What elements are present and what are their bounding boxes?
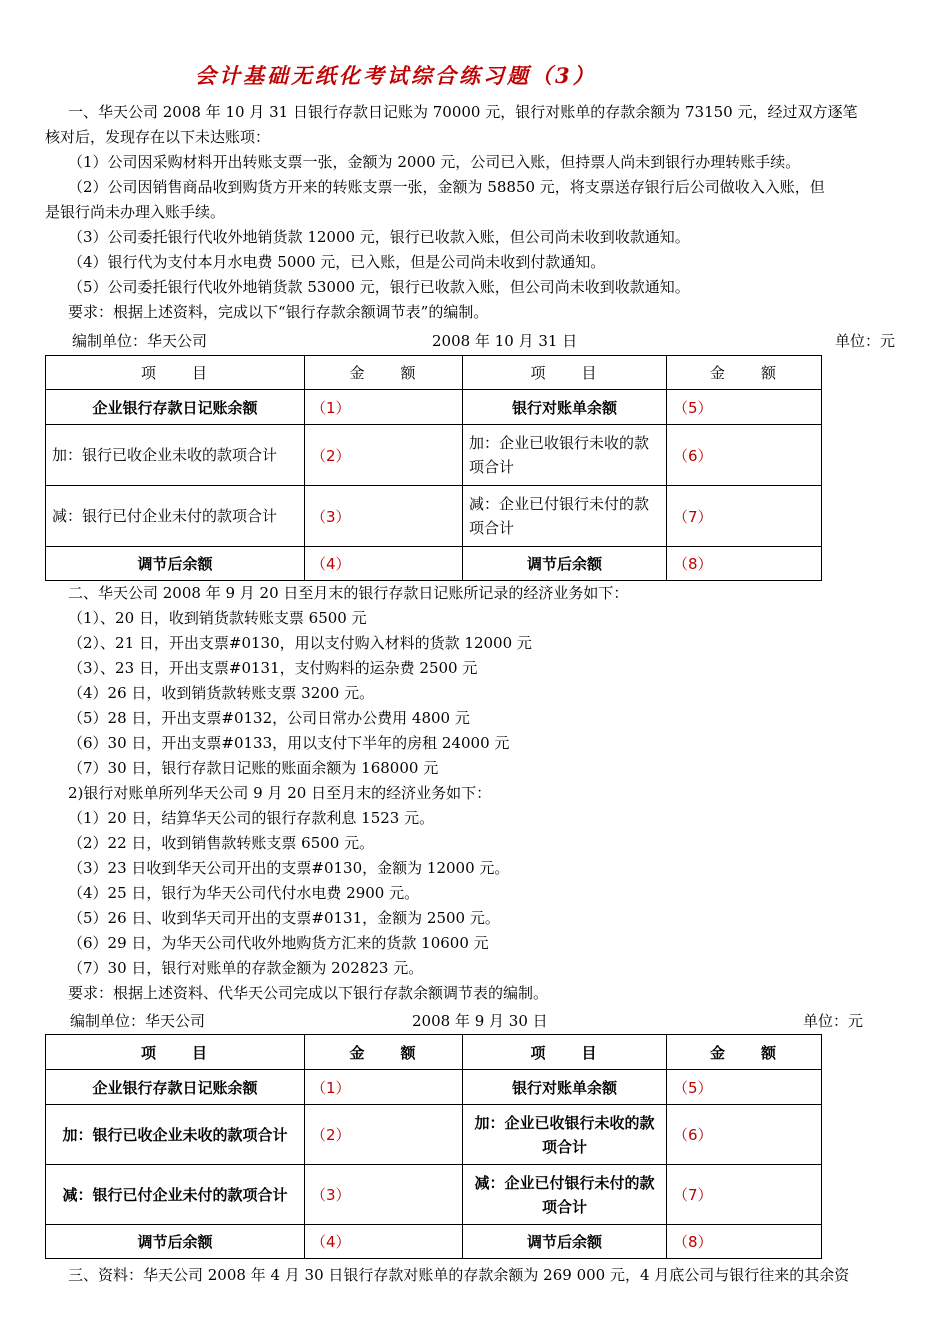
q2-line: （3）23 日收到华天公司开出的支票#0130，金额为 12000 元。: [68, 859, 510, 877]
amount-cell[interactable]: （3）: [305, 1165, 463, 1225]
row-label: 减：银行已付企业未付的款项合计: [46, 1165, 305, 1225]
row-label: 加：企业已收银行未收的款项合计: [463, 1105, 667, 1165]
reconciliation-table-1: [45, 355, 822, 581]
header-item: 项 目: [463, 1035, 667, 1070]
table-row: [46, 1225, 822, 1259]
amount-cell[interactable]: （6）: [667, 1105, 822, 1165]
table-row: [46, 547, 822, 581]
amount-cell[interactable]: （6）: [667, 425, 822, 486]
table-row: [46, 390, 822, 425]
table-date: 2008 年 10 月 31 日: [432, 332, 578, 350]
row-label: 调节后余额: [463, 1225, 667, 1259]
header-item: 项 目: [463, 356, 667, 390]
q2-line: （1）20 日，结算华天公司的银行存款利息 1523 元。: [68, 809, 435, 827]
row-label: 调节后余额: [46, 1225, 305, 1259]
q3-line: 三、资料：华天公司 2008 年 4 月 30 日银行存款对账单的存款余额为 269 000 元，4 月底公司与银行往来的其余资: [68, 1266, 850, 1284]
header-item: 项 目: [46, 1035, 305, 1070]
table-row: [46, 1165, 822, 1225]
table-row: [46, 1070, 822, 1105]
q1-line: （1）公司因采购材料开出转账支票一张，金额为 2000 元，公司已入账，但持票人尚未到银行办理转账手续。: [68, 153, 801, 171]
currency-unit: 单位：元: [803, 1012, 864, 1030]
header-amount: 金 额: [305, 1035, 463, 1070]
amount-cell[interactable]: （7）: [667, 1165, 822, 1225]
currency-unit: 单位：元: [835, 332, 896, 350]
q2-line: （6）30 日，开出支票#0133，用以支付下半年的房租 24000 元: [68, 734, 510, 752]
q2-line: （5）26 日、收到华天司开出的支票#0131，金额为 2500 元。: [68, 909, 500, 927]
q2-line: （5）28 日，开出支票#0132，公司日常办公费用 4800 元: [68, 709, 470, 727]
row-label: 减：企业已付银行未付的款项合计: [463, 1165, 667, 1225]
amount-cell[interactable]: （1）: [305, 1070, 463, 1105]
table-date: 2008 年 9 月 30 日: [412, 1012, 548, 1030]
row-label: 加：银行已收企业未收的款项合计: [46, 1105, 305, 1165]
q2-line: （4）25 日，银行为华天公司代付水电费 2900 元。: [68, 884, 420, 902]
header-amount: 金 额: [305, 356, 463, 390]
table-header-row: [46, 356, 822, 390]
row-label: 加：企业已收银行未收的款项合计: [463, 425, 667, 486]
amount-cell[interactable]: （1）: [305, 390, 463, 425]
q2-line: （7）30 日，银行对账单的存款金额为 202823 元。: [68, 959, 424, 977]
amount-cell[interactable]: （5）: [667, 1070, 822, 1105]
q2-line: （3）、23 日，开出支票#0131，支付购料的运杂费 2500 元: [68, 659, 478, 677]
table-row: [46, 425, 822, 486]
header-amount: 金 额: [667, 1035, 822, 1070]
row-label: 调节后余额: [463, 547, 667, 581]
amount-cell[interactable]: （4）: [305, 1225, 463, 1259]
q1-line: 是银行尚未办理入账手续。: [45, 203, 226, 221]
q2-requirement: 要求：根据上述资料、代华天公司完成以下银行存款余额调节表的编制。: [68, 984, 549, 1002]
row-label: 企业银行存款日记账余额: [46, 1070, 305, 1105]
q2-line: 2)银行对账单所列华天公司 9 月 20 日至月末的经济业务如下：: [68, 784, 492, 802]
amount-cell[interactable]: （7）: [667, 486, 822, 547]
q1-line: （5）公司委托银行代收外地销货款 53000 元，银行已收款入账，但公司尚未收到收款通知。: [68, 278, 690, 296]
header-item: 项 目: [46, 356, 305, 390]
q2-line: （6）29 日，为华天公司代收外地购货方汇来的货款 10600 元: [68, 934, 489, 952]
q2-line: （7）30 日，银行存款日记账的账面余额为 168000 元: [68, 759, 439, 777]
q1-line: （2）公司因销售商品收到购货方开来的转账支票一张，金额为 58850 元，将支票送存银行后公司做收入入账，但: [68, 178, 825, 196]
amount-cell[interactable]: （3）: [305, 486, 463, 547]
q1-requirement: 要求：根据上述资料，完成以下“银行存款余额调节表”的编制。: [68, 303, 489, 321]
row-label: 减：企业已付银行未付的款项合计: [463, 486, 667, 547]
row-label: 银行对账单余额: [463, 390, 667, 425]
amount-cell[interactable]: （8）: [667, 1225, 822, 1259]
amount-cell[interactable]: （4）: [305, 547, 463, 581]
q1-line: 核对后，发现存在以下未达账项：: [45, 128, 271, 146]
q1-line: （4）银行代为支付本月水电费 5000 元，已入账，但是公司尚未收到付款通知。: [68, 253, 606, 271]
row-label: 减：银行已付企业未付的款项合计: [46, 486, 305, 547]
compiling-unit: 编制单位：华天公司: [70, 1012, 206, 1030]
amount-cell[interactable]: （8）: [667, 547, 822, 581]
row-label: 加：银行已收企业未收的款项合计: [46, 425, 305, 486]
table-header-row: [46, 1035, 822, 1070]
q2-line: （4）26 日，收到销货款转账支票 3200 元。: [68, 684, 375, 702]
q2-line: （2）22 日，收到销售款转账支票 6500 元。: [68, 834, 375, 852]
amount-cell[interactable]: （2）: [305, 1105, 463, 1165]
header-amount: 金 额: [667, 356, 822, 390]
amount-cell[interactable]: （2）: [305, 425, 463, 486]
table-row: [46, 1105, 822, 1165]
document-title: 会计基础无纸化考试综合练习题（3）: [195, 63, 597, 88]
amount-cell[interactable]: （5）: [667, 390, 822, 425]
q2-line: （1）、20 日，收到销货款转账支票 6500 元: [68, 609, 367, 627]
row-label: 银行对账单余额: [463, 1070, 667, 1105]
row-label: 企业银行存款日记账余额: [46, 390, 305, 425]
q2-line: 二、华天公司 2008 年 9 月 20 日至月末的银行存款日记账所记录的经济业务如下：: [68, 584, 629, 602]
table-row: [46, 486, 822, 547]
q1-line: 一、华天公司 2008 年 10 月 31 日银行存款日记账为 70000 元，银行对账单的存款余额为 73150 元，经过双方逐笔: [68, 103, 858, 121]
row-label: 调节后余额: [46, 547, 305, 581]
q2-line: （2）、21 日，开出支票#0130，用以支付购入材料的货款 12000 元: [68, 634, 532, 652]
reconciliation-table-2: [45, 1034, 822, 1259]
compiling-unit: 编制单位：华天公司: [72, 332, 208, 350]
q1-line: （3）公司委托银行代收外地销货款 12000 元，银行已收款入账，但公司尚未收到收款通知。: [68, 228, 690, 246]
